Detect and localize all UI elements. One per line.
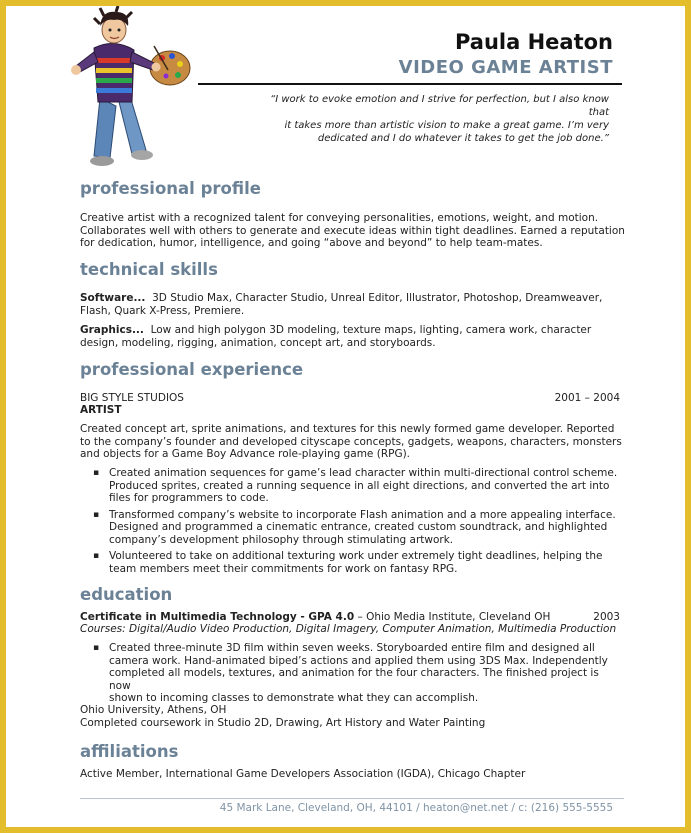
education-courses bbox=[80, 623, 620, 636]
section-heading-affiliations: affiliations bbox=[80, 742, 179, 761]
education-bullets bbox=[80, 642, 620, 709]
cartoon-painter-illustration-icon bbox=[66, 6, 196, 168]
bullet-icon: ▪ bbox=[93, 509, 100, 520]
section-heading-skills: technical skills bbox=[80, 260, 218, 279]
bullet-icon: ▪ bbox=[93, 468, 100, 478]
experience-intro-line: to the company’s founder and developed cityscape concepts, gadgets, weapons, characters, monsters bbox=[80, 435, 622, 448]
job-title: VIDEO GAME ARTIST bbox=[398, 57, 613, 78]
courses-list: Digital/Audio Video Production, Digital Imagery, Computer Animation, Multimedia Production bbox=[125, 623, 617, 635]
profile-line: for dedication, humor, intelligence, and going “above and beyond” to help team-mates. bbox=[80, 237, 543, 249]
experience-role: ARTIST bbox=[80, 404, 122, 416]
university-info bbox=[80, 704, 626, 729]
applicant-name: Paula Heaton bbox=[454, 30, 613, 54]
company-name: BIG STYLE STUDIOS bbox=[80, 392, 184, 404]
quote-line: “I work to evoke emotion and I strive for perfection, but I also know that bbox=[270, 94, 609, 118]
university-name: Ohio University, Athens, OH bbox=[80, 704, 227, 716]
profile-line: Creative artist with a recognized talent for conveying personalities, emotions, weight, and motion. bbox=[80, 212, 599, 224]
footer-divider bbox=[80, 798, 624, 799]
list-item: ▪ Created three-minute 3D film within seven weeks. Storyboarded entire film and designed all camera work. Hand-animated biped’s actions and applied them using 3DS Max. Independently completed all models, textures, and animation for the four characters. The finished project is now shown to incoming classes to demonstrate what they can accomplish. bbox=[93, 642, 608, 704]
bullet-icon: ▪ bbox=[93, 643, 100, 653]
skills-software bbox=[80, 292, 626, 317]
section-heading-experience: professional experience bbox=[80, 360, 304, 379]
graphics-label: Graphics... bbox=[80, 324, 144, 336]
skills-graphics bbox=[80, 324, 626, 349]
list-item: ▪ Transformed company’s website to incorporate Flash animation and a more appealing interface. Designed and programmed a cinematic entrance, created custom soundtrack, and highlighted company’s development philosophy through stimulating artwork. bbox=[93, 508, 616, 546]
certificate-title: Certificate in Multimedia Technology - GPA 4.0 bbox=[80, 611, 355, 623]
contact-info: 45 Mark Lane, Cleveland, OH, 44101 / heaton@net.net / c: (216) 555-5555 bbox=[219, 802, 613, 814]
software-label: Software... bbox=[80, 292, 146, 304]
certificate-school: – Ohio Media Institute, Cleveland OH bbox=[354, 611, 551, 623]
section-heading-education: education bbox=[80, 585, 173, 604]
experience-intro-line: Created concept art, sprite animations, and textures for this newly formed game developer. Reported bbox=[80, 423, 615, 435]
profile-line: Collaborates well with others to generate and execute ideas within tight deadlines. Earned a reputation bbox=[80, 224, 625, 237]
graphics-list-cont: design, modeling, rigging, animation, concept art, and storyboards. bbox=[80, 336, 436, 349]
quote-line: it takes more than artistic vision to make a great game. I’m very bbox=[284, 120, 609, 131]
list-item: ▪ Created animation sequences for game’s lead character within multi-directional control scheme. Produced sprites, created a running sequence in all eight directions, and converted the art into files for programmers to code. bbox=[93, 467, 618, 504]
graphics-list: Low and high polygon 3D modeling, texture maps, lighting, camera work, character bbox=[143, 324, 592, 336]
software-list: 3D Studio Max, Character Studio, Unreal Editor, Illustrator, Photoshop, Dreamweaver, bbox=[145, 292, 603, 304]
header-divider bbox=[198, 83, 622, 85]
university-coursework: Completed coursework in Studio 2D, Drawing, Art History and Water Painting bbox=[80, 716, 486, 729]
experience-intro bbox=[80, 423, 626, 461]
certificate-year: 2003 bbox=[593, 611, 620, 623]
experience-company-row bbox=[80, 392, 620, 405]
bullet-icon: ▪ bbox=[93, 551, 100, 561]
experience-intro-line: and objects for a Game Boy Advance role-playing game (RPG). bbox=[80, 448, 411, 460]
quote-line: dedicated and I do whatever it takes to get the job done.” bbox=[317, 133, 609, 144]
employment-dates: 2001 – 2004 bbox=[554, 392, 620, 404]
personal-quote bbox=[249, 93, 609, 145]
software-list-cont: Flash, Quark X-Press, Premiere. bbox=[80, 304, 245, 317]
list-item: ▪ Volunteered to take on additional texturing work under extremely tight deadlines, helping the team members meet their commitments for work on fantasy RPG. bbox=[93, 550, 603, 575]
profile-text bbox=[80, 212, 626, 250]
affiliation-item: Active Member, International Game Developers Association (IGDA), Chicago Chapter bbox=[80, 768, 526, 780]
education-cert-row bbox=[80, 611, 620, 624]
courses-label: Courses: bbox=[80, 623, 126, 635]
experience-bullets bbox=[80, 467, 620, 579]
section-heading-profile: professional profile bbox=[80, 179, 261, 198]
